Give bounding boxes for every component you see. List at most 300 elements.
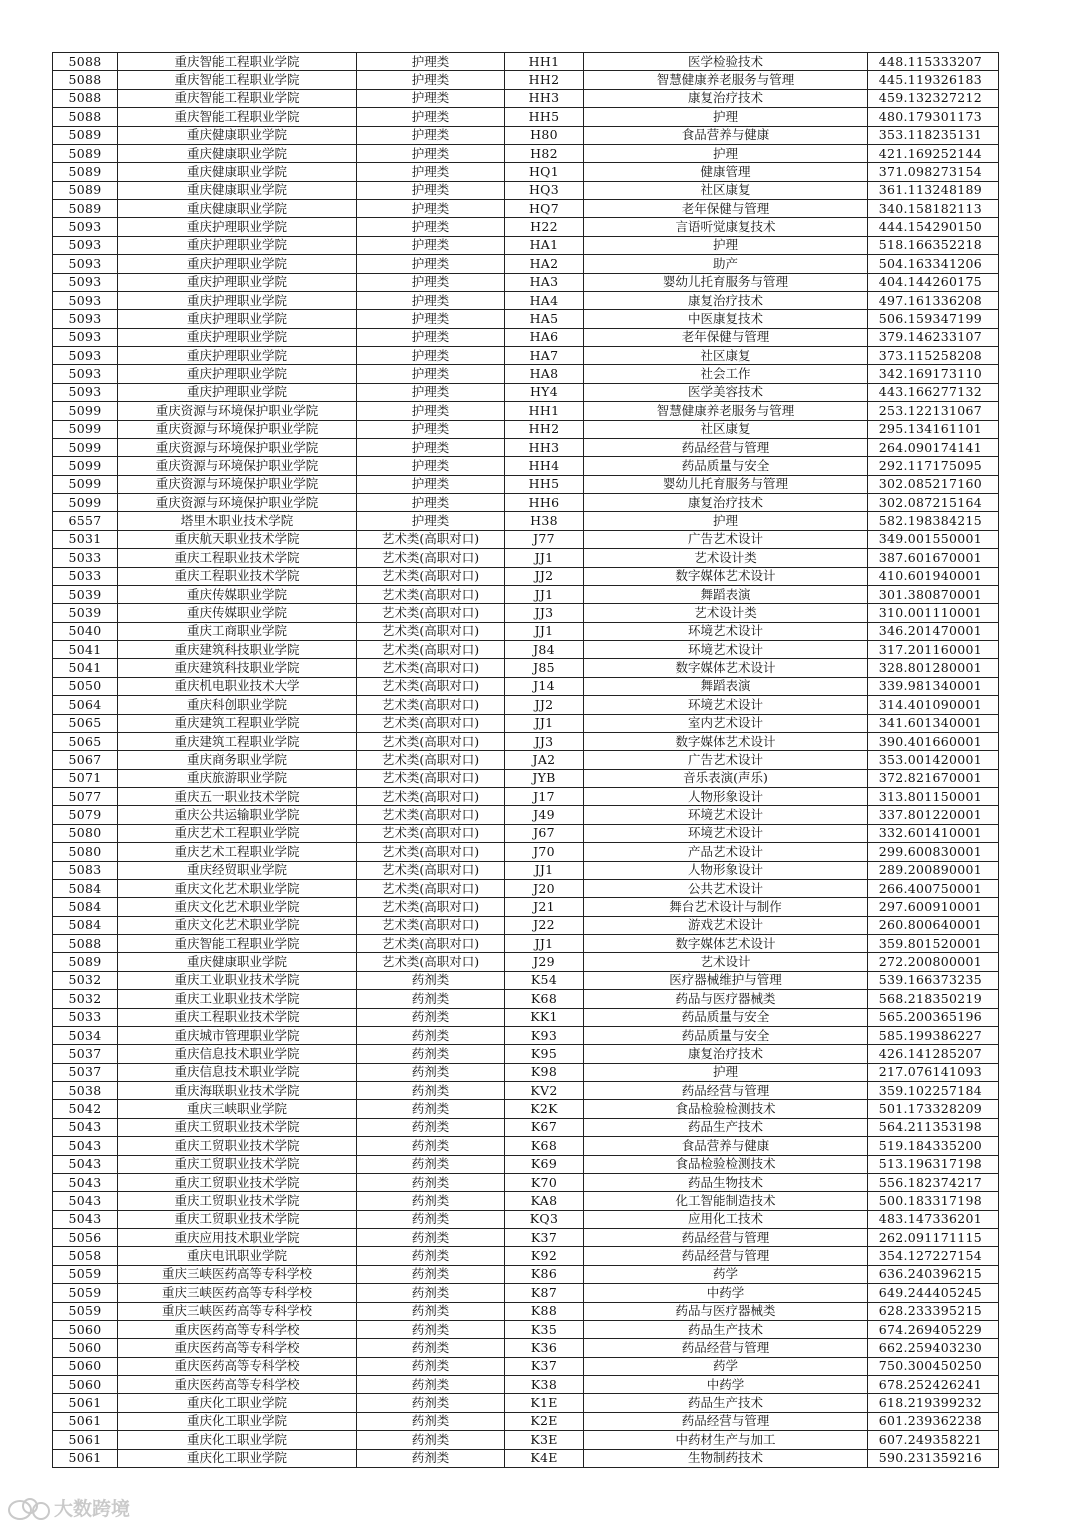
cell-code: 5059: [53, 1265, 118, 1283]
table-row: [53, 383, 999, 401]
cell-category: 药剂类: [357, 1137, 505, 1155]
cell-major-code: KV2: [505, 1082, 584, 1100]
cell-major-code: K4E: [505, 1449, 584, 1467]
cell-code: 5050: [53, 677, 118, 695]
cell-major-code: JJ1: [505, 549, 584, 567]
cell-school: 重庆护理职业学院: [118, 365, 357, 383]
cell-major-code: HA2: [505, 255, 584, 273]
cell-category: 护理类: [357, 457, 505, 475]
cell-code: 5099: [53, 402, 118, 420]
cell-category: 艺术类(高职对口): [357, 732, 505, 750]
table-row: [53, 806, 999, 824]
cell-score: 342.169173110: [868, 365, 999, 383]
cell-code: 5056: [53, 1229, 118, 1247]
cell-school: 重庆智能工程职业学院: [118, 71, 357, 89]
cell-code: 5061: [53, 1431, 118, 1449]
cell-major: 环境艺术设计: [584, 696, 868, 714]
cell-major: 康复治疗技术: [584, 494, 868, 512]
table-row: [53, 1210, 999, 1228]
cell-school: 重庆资源与环境保护职业学院: [118, 457, 357, 475]
cell-major-code: HH6: [505, 494, 584, 512]
cell-code: 5058: [53, 1247, 118, 1265]
cell-score: 372.821670001: [868, 769, 999, 787]
cell-category: 护理类: [357, 383, 505, 401]
table-row: [53, 1412, 999, 1430]
table-row: [53, 1357, 999, 1375]
cell-school: 重庆健康职业学院: [118, 144, 357, 162]
cell-major-code: J29: [505, 953, 584, 971]
cell-category: 药剂类: [357, 1320, 505, 1338]
cell-school: 重庆护理职业学院: [118, 347, 357, 365]
table-row: [53, 898, 999, 916]
cell-major: 药学: [584, 1265, 868, 1283]
cell-category: 护理类: [357, 291, 505, 309]
cell-code: 5089: [53, 163, 118, 181]
cell-major-code: J67: [505, 824, 584, 842]
table-row: [53, 1155, 999, 1173]
cell-school: 重庆护理职业学院: [118, 328, 357, 346]
table-row: [53, 879, 999, 897]
cell-category: 药剂类: [357, 1082, 505, 1100]
table-row: [53, 475, 999, 493]
cell-major: 舞蹈表演: [584, 677, 868, 695]
cell-score: 500.183317198: [868, 1192, 999, 1210]
cell-major: 护理: [584, 512, 868, 530]
cell-code: 5038: [53, 1082, 118, 1100]
cell-school: 重庆化工职业学院: [118, 1449, 357, 1467]
cell-code: 5093: [53, 328, 118, 346]
cell-category: 药剂类: [357, 1339, 505, 1357]
cell-score: 371.098273154: [868, 163, 999, 181]
cell-school: 重庆资源与环境保护职业学院: [118, 494, 357, 512]
table-row: [53, 1394, 999, 1412]
cell-category: 护理类: [357, 236, 505, 254]
table-row: [53, 89, 999, 107]
table-row: [53, 659, 999, 677]
table-row: [53, 236, 999, 254]
cell-category: 护理类: [357, 402, 505, 420]
cell-school: 塔里木职业技术学院: [118, 512, 357, 530]
cell-score: 292.117175095: [868, 457, 999, 475]
table-row: [53, 420, 999, 438]
cell-major-code: K37: [505, 1229, 584, 1247]
cell-major-code: K38: [505, 1376, 584, 1394]
cell-major: 中药学: [584, 1376, 868, 1394]
cell-major: 数字媒体艺术设计: [584, 567, 868, 585]
cell-school: 重庆护理职业学院: [118, 383, 357, 401]
cell-school: 重庆工程职业技术学院: [118, 567, 357, 585]
table-row: [53, 71, 999, 89]
cell-category: 护理类: [357, 181, 505, 199]
table-row: [53, 1339, 999, 1357]
cell-major: 言语听觉康复技术: [584, 218, 868, 236]
cell-major: 广告艺术设计: [584, 751, 868, 769]
cell-score: 361.113248189: [868, 181, 999, 199]
cell-category: 药剂类: [357, 1357, 505, 1375]
cell-major-code: K95: [505, 1045, 584, 1063]
cell-school: 重庆应用技术职业学院: [118, 1229, 357, 1247]
cell-major-code: H82: [505, 144, 584, 162]
cell-code: 5093: [53, 365, 118, 383]
cell-score: 636.240396215: [868, 1265, 999, 1283]
cell-major-code: JJ1: [505, 714, 584, 732]
cell-school: 重庆工贸职业技术学院: [118, 1137, 357, 1155]
cell-major: 康复治疗技术: [584, 291, 868, 309]
cell-category: 艺术类(高职对口): [357, 916, 505, 934]
cell-category: 药剂类: [357, 1210, 505, 1228]
cell-score: 513.196317198: [868, 1155, 999, 1173]
cell-score: 354.127227154: [868, 1247, 999, 1265]
cell-score: 379.146233107: [868, 328, 999, 346]
cell-score: 253.122131067: [868, 402, 999, 420]
cell-category: 护理类: [357, 475, 505, 493]
table-row: [53, 843, 999, 861]
cell-major: 健康管理: [584, 163, 868, 181]
cell-score: 299.600830001: [868, 843, 999, 861]
cell-code: 5033: [53, 1008, 118, 1026]
cell-major: 中药材生产与加工: [584, 1431, 868, 1449]
table-row: [53, 971, 999, 989]
cell-category: 护理类: [357, 438, 505, 456]
cell-major-code: KA8: [505, 1192, 584, 1210]
cell-category: 艺术类(高职对口): [357, 641, 505, 659]
cell-score: 444.154290150: [868, 218, 999, 236]
table-row: [53, 126, 999, 144]
cell-school: 重庆工业职业技术学院: [118, 990, 357, 1008]
cell-code: 5080: [53, 824, 118, 842]
cell-school: 重庆艺术工程职业学院: [118, 824, 357, 842]
cell-code: 5077: [53, 788, 118, 806]
cell-score: 359.102257184: [868, 1082, 999, 1100]
cell-school: 重庆化工职业学院: [118, 1412, 357, 1430]
cell-score: 590.231359216: [868, 1449, 999, 1467]
cell-major: 音乐表演(声乐): [584, 769, 868, 787]
cell-major: 药品生产技术: [584, 1118, 868, 1136]
cell-score: 539.166373235: [868, 971, 999, 989]
cell-school: 重庆五一职业技术学院: [118, 788, 357, 806]
cell-code: 5034: [53, 1026, 118, 1044]
cell-score: 426.141285207: [868, 1045, 999, 1063]
cell-school: 重庆城市管理职业学院: [118, 1026, 357, 1044]
cell-school: 重庆工贸职业技术学院: [118, 1155, 357, 1173]
cell-category: 药剂类: [357, 971, 505, 989]
cell-code: 5088: [53, 89, 118, 107]
cell-category: 护理类: [357, 328, 505, 346]
cell-score: 483.147336201: [868, 1210, 999, 1228]
cell-code: 5088: [53, 53, 118, 71]
cell-school: 重庆传媒职业学院: [118, 585, 357, 603]
cell-major: 护理: [584, 108, 868, 126]
cell-score: 404.144260175: [868, 273, 999, 291]
cell-major-code: K68: [505, 1137, 584, 1155]
cell-major-code: K87: [505, 1284, 584, 1302]
cell-score: 618.219399232: [868, 1394, 999, 1412]
table-row: [53, 1449, 999, 1467]
cell-code: 5039: [53, 585, 118, 603]
table-row: [53, 604, 999, 622]
cell-major-code: HA5: [505, 310, 584, 328]
table-row: [53, 732, 999, 750]
cell-major-code: HQ3: [505, 181, 584, 199]
table-row: [53, 438, 999, 456]
cell-major: 智慧健康养老服务与管理: [584, 71, 868, 89]
cell-major-code: HA7: [505, 347, 584, 365]
cell-category: 艺术类(高职对口): [357, 585, 505, 603]
cell-major: 药品生物技术: [584, 1173, 868, 1191]
table-row: [53, 1265, 999, 1283]
cell-school: 重庆文化艺术职业学院: [118, 916, 357, 934]
cell-category: 艺术类(高职对口): [357, 806, 505, 824]
cell-category: 药剂类: [357, 1376, 505, 1394]
cell-major-code: J22: [505, 916, 584, 934]
cell-code: 5043: [53, 1155, 118, 1173]
cell-code: 5033: [53, 567, 118, 585]
cell-major: 药学: [584, 1357, 868, 1375]
cell-major-code: HQ7: [505, 200, 584, 218]
cell-major: 人物形象设计: [584, 861, 868, 879]
cell-major: 舞蹈表演: [584, 585, 868, 603]
cell-score: 289.200890001: [868, 861, 999, 879]
cell-school: 重庆健康职业学院: [118, 953, 357, 971]
cell-major-code: HA4: [505, 291, 584, 309]
cell-school: 重庆旅游职业学院: [118, 769, 357, 787]
table-row: [53, 200, 999, 218]
cell-category: 护理类: [357, 255, 505, 273]
cell-score: 480.179301173: [868, 108, 999, 126]
cell-major: 药品经营与管理: [584, 1229, 868, 1247]
cell-school: 重庆工程职业技术学院: [118, 1008, 357, 1026]
cell-code: 5043: [53, 1192, 118, 1210]
cell-score: 332.601410001: [868, 824, 999, 842]
cell-code: 5088: [53, 935, 118, 953]
cell-category: 艺术类(高职对口): [357, 530, 505, 548]
cell-score: 337.801220001: [868, 806, 999, 824]
cell-category: 药剂类: [357, 1192, 505, 1210]
cell-code: 5037: [53, 1063, 118, 1081]
cell-code: 5032: [53, 971, 118, 989]
table-row: [53, 567, 999, 585]
cell-major-code: J20: [505, 879, 584, 897]
cell-code: 5079: [53, 806, 118, 824]
cell-major: 社区康复: [584, 181, 868, 199]
cell-major-code: K35: [505, 1320, 584, 1338]
table-row: [53, 1376, 999, 1394]
cell-code: 5040: [53, 622, 118, 640]
cell-school: 重庆护理职业学院: [118, 218, 357, 236]
table-row: [53, 1008, 999, 1026]
cell-major: 药品经营与管理: [584, 1247, 868, 1265]
cell-major-code: HA8: [505, 365, 584, 383]
table-row: [53, 1118, 999, 1136]
cell-major: 老年保健与管理: [584, 200, 868, 218]
table-row: [53, 751, 999, 769]
cell-category: 艺术类(高职对口): [357, 953, 505, 971]
table-row: [53, 1229, 999, 1247]
cell-school: 重庆健康职业学院: [118, 200, 357, 218]
cell-major-code: K1E: [505, 1394, 584, 1412]
cell-school: 重庆智能工程职业学院: [118, 108, 357, 126]
cell-score: 359.801520001: [868, 935, 999, 953]
cell-code: 5067: [53, 751, 118, 769]
table-row: [53, 1173, 999, 1191]
cell-school: 重庆资源与环境保护职业学院: [118, 420, 357, 438]
cell-code: 5065: [53, 714, 118, 732]
cell-school: 重庆工商职业学院: [118, 622, 357, 640]
cell-code: 5071: [53, 769, 118, 787]
cell-major-code: HA1: [505, 236, 584, 254]
cell-major: 艺术设计: [584, 953, 868, 971]
cell-school: 重庆信息技术职业学院: [118, 1045, 357, 1063]
cell-category: 药剂类: [357, 1265, 505, 1283]
cell-major-code: JA2: [505, 751, 584, 769]
cell-score: 339.981340001: [868, 677, 999, 695]
table-row: [53, 824, 999, 842]
cell-code: 5089: [53, 200, 118, 218]
cell-category: 药剂类: [357, 1063, 505, 1081]
cell-score: 518.166352218: [868, 236, 999, 254]
cell-score: 421.169252144: [868, 144, 999, 162]
table-row: [53, 990, 999, 1008]
cell-major-code: J49: [505, 806, 584, 824]
cell-code: 5064: [53, 696, 118, 714]
cell-school: 重庆建筑科技职业学院: [118, 659, 357, 677]
cell-school: 重庆健康职业学院: [118, 163, 357, 181]
cell-category: 药剂类: [357, 1118, 505, 1136]
watermark: [8, 1494, 130, 1521]
cell-category: 艺术类(高职对口): [357, 714, 505, 732]
cell-code: 5061: [53, 1394, 118, 1412]
cell-category: 艺术类(高职对口): [357, 824, 505, 842]
admission-score-table: [52, 52, 999, 1468]
cell-major-code: J84: [505, 641, 584, 659]
cell-major-code: K2E: [505, 1412, 584, 1430]
cell-major-code: K3E: [505, 1431, 584, 1449]
cell-school: 重庆工贸职业技术学院: [118, 1173, 357, 1191]
cell-major-code: K36: [505, 1339, 584, 1357]
cell-major: 食品营养与健康: [584, 1137, 868, 1155]
table-row: [53, 163, 999, 181]
cell-school: 重庆化工职业学院: [118, 1431, 357, 1449]
cell-major: 产品艺术设计: [584, 843, 868, 861]
cell-school: 重庆资源与环境保护职业学院: [118, 402, 357, 420]
cell-code: 5099: [53, 457, 118, 475]
cell-major-code: K69: [505, 1155, 584, 1173]
cell-category: 护理类: [357, 273, 505, 291]
cell-score: 260.800640001: [868, 916, 999, 934]
cell-category: 药剂类: [357, 1394, 505, 1412]
cell-category: 药剂类: [357, 1229, 505, 1247]
cell-school: 重庆工贸职业技术学院: [118, 1118, 357, 1136]
cell-major-code: H38: [505, 512, 584, 530]
cell-score: 295.134161101: [868, 420, 999, 438]
cell-major: 医学美容技术: [584, 383, 868, 401]
cell-category: 护理类: [357, 163, 505, 181]
table-row: [53, 144, 999, 162]
cell-score: 317.201160001: [868, 641, 999, 659]
cell-major-code: KK1: [505, 1008, 584, 1026]
cell-major: 药品经营与管理: [584, 1339, 868, 1357]
cell-major: 智慧健康养老服务与管理: [584, 402, 868, 420]
cell-major: 室内艺术设计: [584, 714, 868, 732]
cell-major: 护理: [584, 236, 868, 254]
cell-major-code: J85: [505, 659, 584, 677]
cell-school: 重庆护理职业学院: [118, 255, 357, 273]
cell-code: 5088: [53, 108, 118, 126]
cell-major-code: K67: [505, 1118, 584, 1136]
cell-score: 585.199386227: [868, 1026, 999, 1044]
cell-score: 443.166277132: [868, 383, 999, 401]
cell-code: 5043: [53, 1118, 118, 1136]
cell-code: 5061: [53, 1412, 118, 1430]
cell-major-code: J17: [505, 788, 584, 806]
cell-major: 数字媒体艺术设计: [584, 732, 868, 750]
cell-school: 重庆文化艺术职业学院: [118, 898, 357, 916]
cell-major-code: JJ2: [505, 567, 584, 585]
cell-major-code: HH2: [505, 420, 584, 438]
cell-code: 5041: [53, 659, 118, 677]
cell-category: 护理类: [357, 144, 505, 162]
cell-school: 重庆化工职业学院: [118, 1394, 357, 1412]
cell-code: 5093: [53, 236, 118, 254]
cell-major: 人物形象设计: [584, 788, 868, 806]
table-row: [53, 457, 999, 475]
cell-score: 310.001110001: [868, 604, 999, 622]
cell-code: 5089: [53, 144, 118, 162]
cell-school: 重庆工程职业技术学院: [118, 549, 357, 567]
cell-code: 5043: [53, 1137, 118, 1155]
cell-category: 护理类: [357, 365, 505, 383]
cell-major: 食品营养与健康: [584, 126, 868, 144]
table-row: [53, 402, 999, 420]
cell-category: 艺术类(高职对口): [357, 843, 505, 861]
cell-score: 410.601940001: [868, 567, 999, 585]
cell-major: 数字媒体艺术设计: [584, 935, 868, 953]
cell-code: 5093: [53, 383, 118, 401]
cell-school: 重庆工业职业技术学院: [118, 971, 357, 989]
cell-score: 750.300450250: [868, 1357, 999, 1375]
cell-school: 重庆传媒职业学院: [118, 604, 357, 622]
cell-major-code: K54: [505, 971, 584, 989]
cell-code: 5093: [53, 347, 118, 365]
table-row: [53, 585, 999, 603]
cell-score: 565.200365196: [868, 1008, 999, 1026]
cell-school: 重庆三峡医药高等专科学校: [118, 1284, 357, 1302]
cell-school: 重庆健康职业学院: [118, 181, 357, 199]
table-row: [53, 1063, 999, 1081]
cell-category: 护理类: [357, 200, 505, 218]
cell-category: 药剂类: [357, 1173, 505, 1191]
cell-category: 护理类: [357, 126, 505, 144]
cell-school: 重庆智能工程职业学院: [118, 935, 357, 953]
cell-major: 社区康复: [584, 420, 868, 438]
cell-score: 346.201470001: [868, 622, 999, 640]
table-row: [53, 788, 999, 806]
cell-category: 艺术类(高职对口): [357, 549, 505, 567]
watermark-text: 大数跨境: [54, 1498, 131, 1520]
cell-major: 游戏艺术设计: [584, 916, 868, 934]
cell-major-code: K37: [505, 1357, 584, 1375]
cell-score: 628.233395215: [868, 1302, 999, 1320]
cell-category: 护理类: [357, 218, 505, 236]
cell-school: 重庆智能工程职业学院: [118, 53, 357, 71]
cell-major: 药品经营与管理: [584, 1412, 868, 1430]
cell-score: 302.087215164: [868, 494, 999, 512]
cell-major: 数字媒体艺术设计: [584, 659, 868, 677]
cell-major: 婴幼儿托育服务与管理: [584, 273, 868, 291]
cell-major-code: HY4: [505, 383, 584, 401]
cell-code: 5033: [53, 549, 118, 567]
cell-major: 应用化工技术: [584, 1210, 868, 1228]
